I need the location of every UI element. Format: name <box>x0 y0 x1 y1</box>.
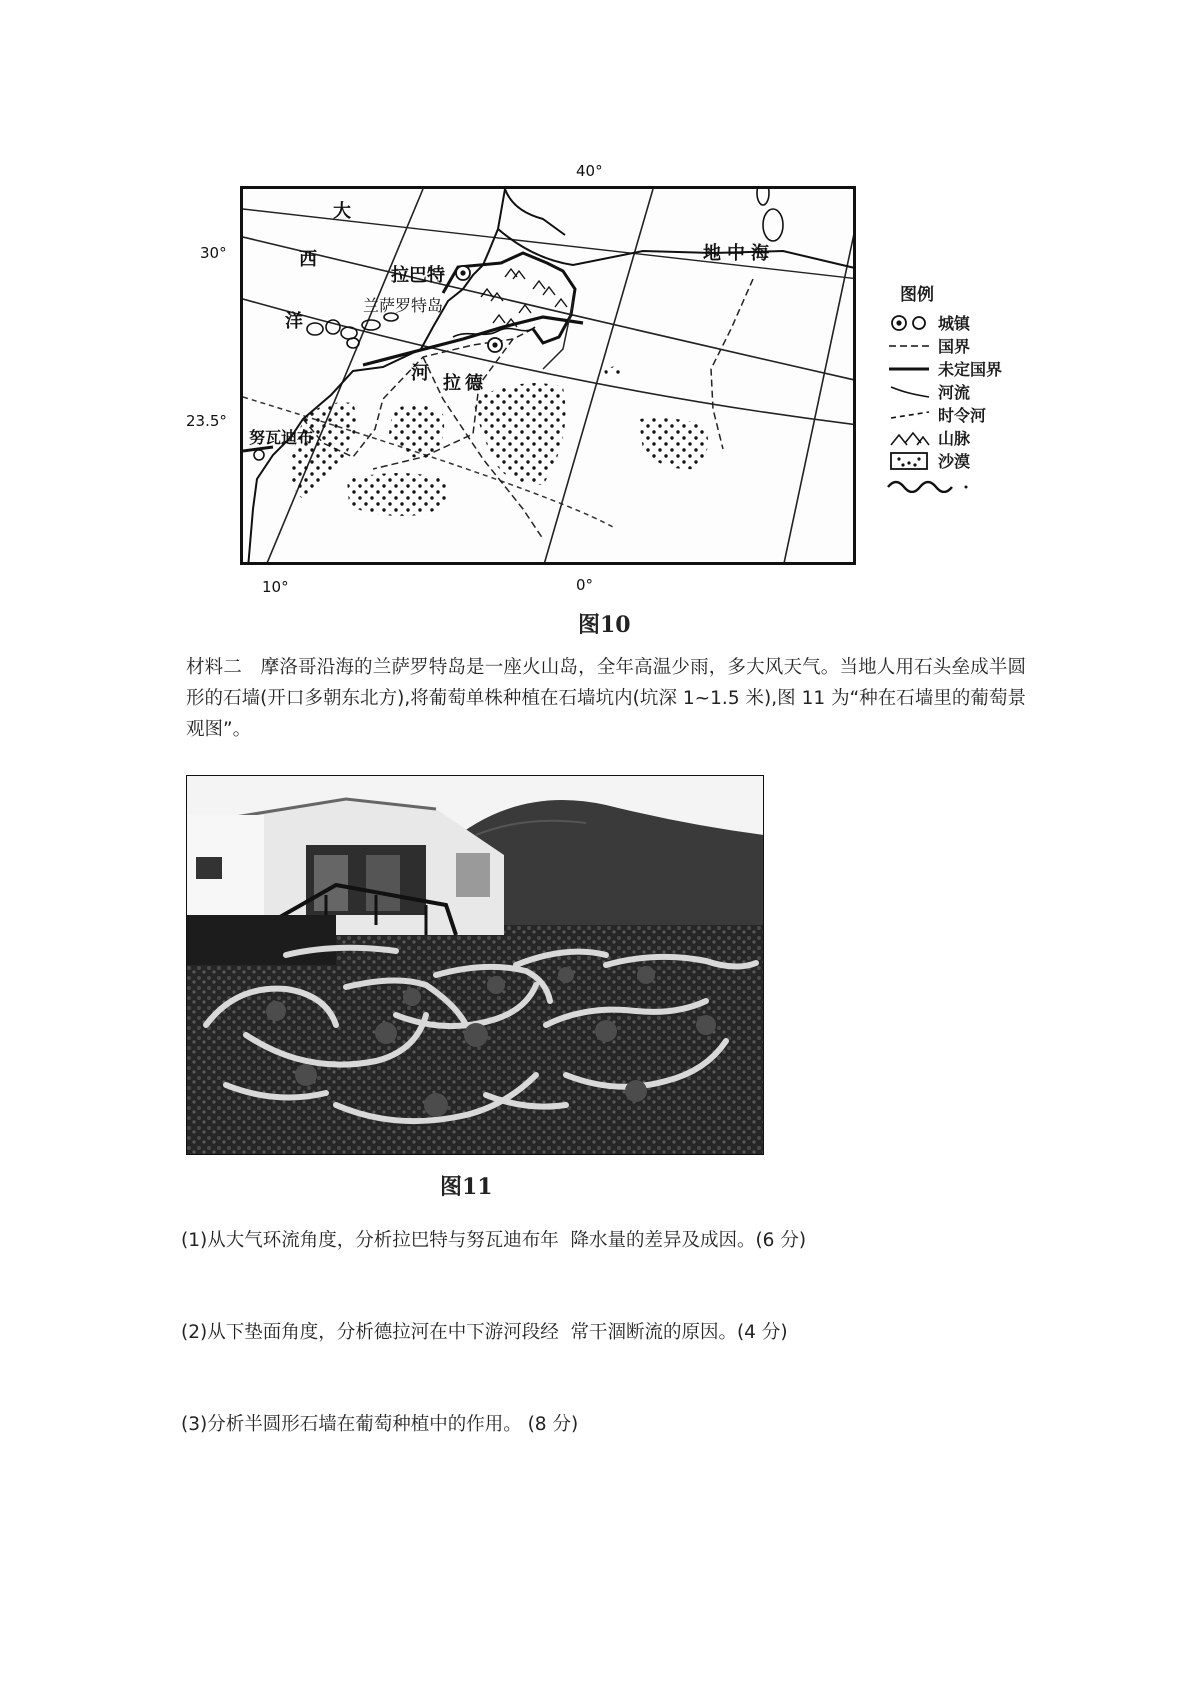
legend-label-undetermined: 未定国界 <box>938 360 1003 379</box>
legend-label-border: 国界 <box>938 337 971 356</box>
question-2: (2)从下垫面角度，分析德拉河在中下游河段经 常干涸断流的原因。(4 分) <box>181 1322 788 1343</box>
nouadhibou-town <box>254 450 264 460</box>
label-atlantic-1: 大 <box>333 201 351 222</box>
degree-label-30: 30° <box>200 244 227 262</box>
legend-row-river <box>886 380 1026 403</box>
desert-icon <box>886 451 932 471</box>
rabat-town <box>456 266 470 280</box>
desert-areas <box>290 365 708 516</box>
legend-label-desert: 沙漠 <box>938 452 971 471</box>
border-line-icon <box>886 336 932 356</box>
meridian-0 <box>783 229 855 565</box>
town-icon <box>886 313 932 333</box>
label-atlantic-2: 西 <box>299 249 317 270</box>
figure11-caption: 图11 <box>440 1174 493 1200</box>
legend-label-seasonal: 时令河 <box>938 406 987 425</box>
legend-label-river: 河流 <box>938 383 971 402</box>
river-icon <box>886 382 932 402</box>
label-atlantic-3: 洋 <box>285 311 303 332</box>
question-3: (3)分析半圆形石墙在葡萄种植中的作用。 (8 分) <box>181 1414 579 1435</box>
legend-row-town <box>886 311 1026 334</box>
legend-label-mountain: 山脉 <box>938 429 971 448</box>
legend-row-undetermined <box>886 357 1026 380</box>
undetermined-border-icon <box>886 359 932 379</box>
figure10-caption: 图10 <box>578 612 631 638</box>
label-mediterranean: 地中海 <box>703 243 775 264</box>
degree-label-23-5: 23.5° <box>186 412 227 430</box>
legend-row-seasonal <box>886 403 1026 426</box>
map-legend <box>886 280 1026 495</box>
vineyard-photo <box>186 775 764 1155</box>
mountain-icon <box>886 428 932 448</box>
wave-line-icon <box>886 474 976 494</box>
legend-row-wave <box>886 472 1026 495</box>
mediterranean-coast <box>498 229 856 269</box>
label-rabat: 拉巴特 <box>391 265 445 286</box>
inland-town <box>488 338 502 352</box>
map-figure <box>240 186 856 565</box>
label-river: 河 <box>411 363 429 384</box>
label-nouadhibou: 努瓦迪布 <box>249 428 314 447</box>
legend-row-mountain <box>886 426 1026 449</box>
degree-label-0: 0° <box>576 576 594 594</box>
vineyard-scene <box>186 775 764 1155</box>
iberian-coast <box>505 189 565 235</box>
question-1: (1)从大气环流角度，分析拉巴特与努瓦迪布年 降水量的差异及成因。(6 分) <box>181 1230 807 1251</box>
legend-label-town: 城镇 <box>938 314 971 333</box>
legend-row-border <box>886 334 1026 357</box>
label-draa: 拉德 <box>443 373 487 394</box>
legend-title: 图例 <box>900 285 934 305</box>
degree-label-40: 40° <box>576 162 603 180</box>
degree-label-10: 10° <box>262 578 289 596</box>
legend-row-desert <box>886 449 1026 472</box>
label-lanzarote: 兰萨罗特岛 <box>363 296 444 315</box>
seasonal-river-icon <box>886 405 932 425</box>
material-two-paragraph: 材料二 摩洛哥沿海的兰萨罗特岛是一座火山岛，全年高温少雨，多大风天气。当地人用石头垒成半圆形的石墙(开口多朝东北方),将葡萄单株种植在石墙坑内(坑深 1~1.5 米),图 11 为“种在石墙里的葡萄景观图”。 <box>186 657 1026 740</box>
